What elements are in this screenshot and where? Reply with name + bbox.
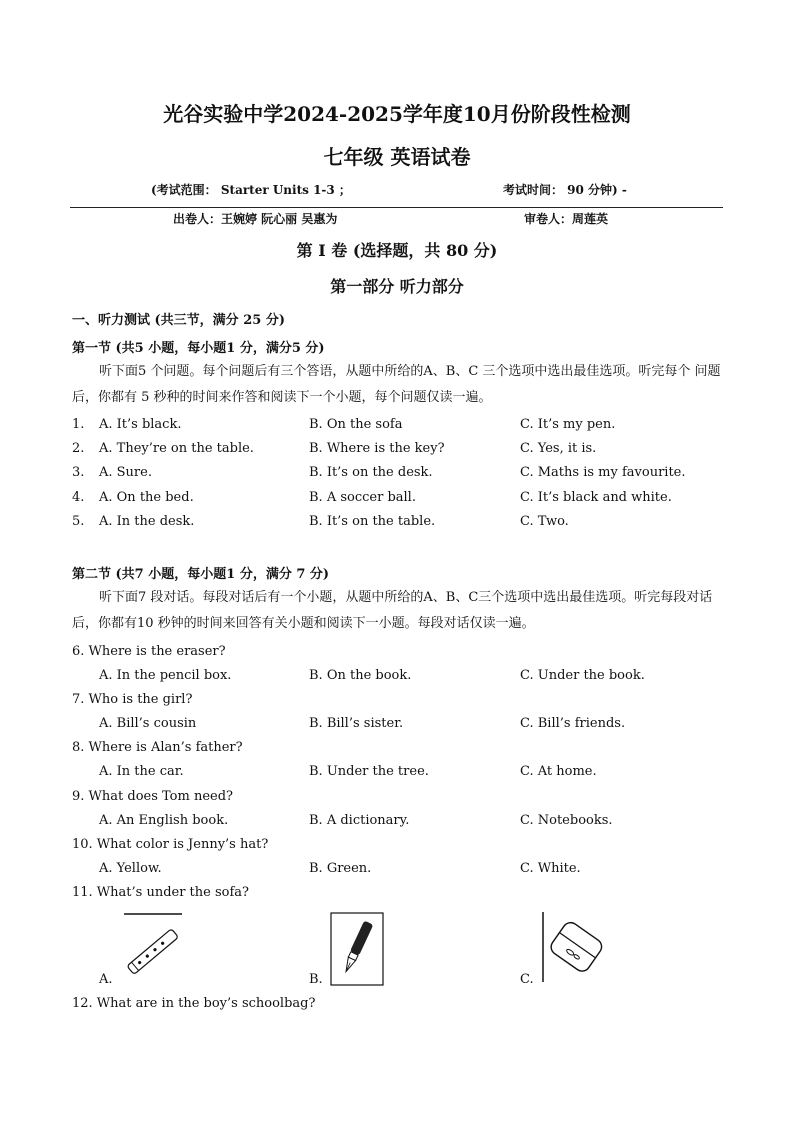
- option-c: C. Notebooks.: [520, 813, 613, 828]
- option-a: A.: [99, 972, 113, 987]
- option-a: A. In the desk.: [99, 514, 195, 529]
- option-b: B. Where is the key?: [309, 441, 445, 456]
- option-a: A. An English book.: [99, 813, 229, 828]
- exam-time: 考试时间： 90 分钟) -: [503, 183, 627, 197]
- option-c: C. At home.: [520, 764, 597, 779]
- option-c: C. Maths is my favourite.: [520, 465, 686, 480]
- item-number: 1.: [72, 417, 85, 432]
- question-text: 8. Where is Alan’s father?: [72, 740, 243, 755]
- exam-reviewer: 审卷人：周莲英: [524, 212, 609, 226]
- option-a: A. It’s black.: [99, 417, 182, 432]
- flute-picture: [120, 912, 186, 984]
- volume-title: 第 I 卷 (选择题，共 80 分): [296, 241, 498, 260]
- option-a: A. In the car.: [99, 764, 184, 779]
- option-a: A. They’re on the table.: [99, 441, 254, 456]
- option-b: B. Under the tree.: [309, 764, 429, 779]
- option-b: B. It’s on the table.: [309, 514, 436, 529]
- sec1-instructions: 听下面5 个问题。每个问题后有三个答语，从题中所给的A、B、C 三个选项中选出最佳选项。听完每个 问题后，你都有 5 秒种的时间来作答和阅读下一个小题，每个问题仅读一遍。: [72, 364, 721, 405]
- part-title: 第一部分 听力部分: [330, 277, 464, 296]
- option-a: A. On the bed.: [99, 490, 194, 505]
- option-c: C.: [520, 972, 534, 987]
- option-c: C. White.: [520, 861, 581, 876]
- question-text: 10. What color is Jenny’s hat?: [72, 837, 269, 852]
- option-c: C. Under the book.: [520, 668, 645, 683]
- item-number: 5.: [72, 514, 85, 529]
- question-text: 7. Who is the girl?: [72, 692, 193, 707]
- option-b: B. On the sofa: [309, 417, 403, 432]
- exam-title: 光谷实验中学2024-2025学年度10月份阶段性检测: [163, 102, 631, 126]
- option-c: C. Two.: [520, 514, 569, 529]
- question-text: 11. What’s under the sofa?: [72, 885, 250, 900]
- option-b: B. Bill’s sister.: [309, 716, 404, 731]
- option-b: B. Green.: [309, 861, 372, 876]
- exam-authors: 出卷人：王婉婷 阮心丽 吴惠为: [173, 212, 338, 226]
- option-c: C. Bill’s friends.: [520, 716, 626, 731]
- eraser-picture: [540, 910, 610, 986]
- option-c: C. It’s black and white.: [520, 490, 672, 505]
- sec1-title: 第一节 (共5 小题，每小题1 分，满分5 分): [72, 341, 325, 356]
- option-b: B. A soccer ball.: [309, 490, 416, 505]
- option-b: B. On the book.: [309, 668, 412, 683]
- exam-scope: (考试范围： Starter Units 1-3 ；: [151, 183, 351, 197]
- item-number: 2.: [72, 441, 85, 456]
- option-b: B. A dictionary.: [309, 813, 410, 828]
- item-number: 4.: [72, 490, 85, 505]
- option-a: A. In the pencil box.: [99, 668, 232, 683]
- option-a: A. Bill’s cousin: [99, 716, 197, 731]
- option-a: A. Sure.: [99, 465, 152, 480]
- option-c: C. It’s my pen.: [520, 417, 616, 432]
- sec2-title: 第二节 (共7 小题，每小题1 分，满分 7 分): [72, 567, 330, 582]
- pen-picture: [330, 912, 384, 986]
- question-text: 6. Where is the eraser?: [72, 644, 226, 659]
- option-c: C. Yes, it is.: [520, 441, 597, 456]
- option-b: B.: [309, 972, 323, 987]
- option-a: A. Yellow.: [99, 861, 162, 876]
- exam-subtitle: 七年级 英语试卷: [323, 145, 471, 169]
- option-b: B. It’s on the desk.: [309, 465, 433, 480]
- question-text: 9. What does Tom need?: [72, 789, 234, 804]
- question-text: 12. What are in the boy’s schoolbag?: [72, 996, 316, 1011]
- item-number: 3.: [72, 465, 85, 480]
- section-one-title: 一、听力测试 (共三节，满分 25 分): [72, 313, 285, 328]
- sec2-instructions: 听下面7 段对话。每段对话后有一个小题，从题中所给的A、B、C三个选项中选出最佳选项。听完每段对话后，你都有10 秒钟的时间来回答有关小题和阅读下一小题。每段对话仅读一遍。: [72, 590, 713, 631]
- header-divider: [70, 207, 723, 208]
